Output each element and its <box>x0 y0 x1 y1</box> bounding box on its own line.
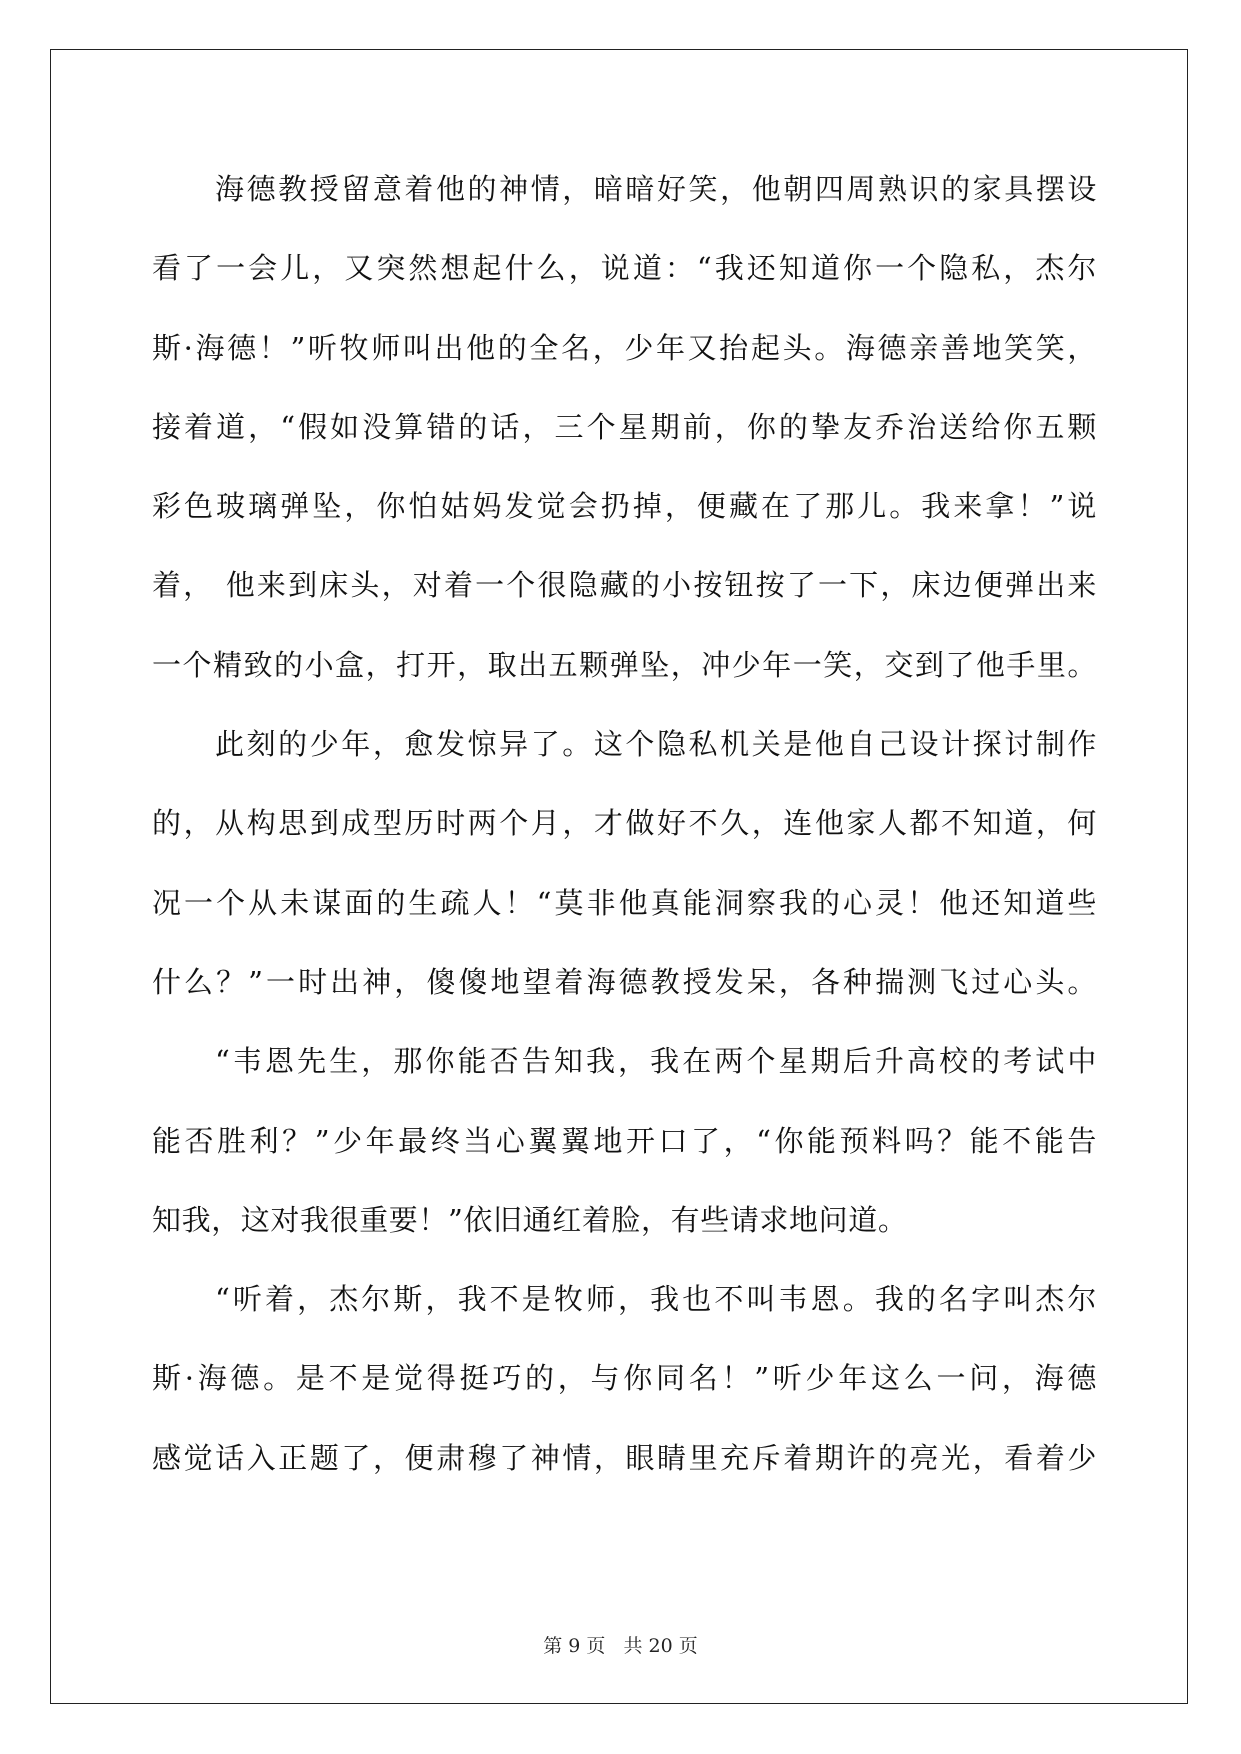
paragraph-line: 彩色玻璃弹坠，你怕姑妈发觉会扔掉，便藏在了那儿。我来拿！”说 <box>152 489 1097 524</box>
paragraph-line: 斯·海德。是不是觉得挺巧的，与你同名！”听少年这么一问，海德 <box>152 1361 1097 1396</box>
page-total: 共 20 页 <box>623 1635 698 1657</box>
paragraph-line: 能否胜利？”少年最终当心翼翼地开口了，“你能预料吗？能不能告 <box>152 1123 1097 1158</box>
paragraph-line: 知我，这对我很重要！”依旧通红着脸，有些请求地问道。 <box>152 1202 908 1237</box>
paragraph-line: 的，从构思到成型历时两个月，才做好不久，连他家人都不知道，何 <box>152 806 1097 841</box>
paragraph-line: 一个精致的小盒，打开，取出五颗弹坠，冲少年一笑，交到了他手里。 <box>152 647 1097 682</box>
paragraph-line: 什么？”一时出神，傻傻地望着海德教授发呆，各种揣测飞过心头。 <box>152 964 1097 999</box>
paragraph-line: 看了一会儿，又突然想起什么，说道：“我还知道你一个隐私，杰尔 <box>152 251 1097 286</box>
paragraph-line: 着， 他来到床头，对着一个很隐藏的小按钮按了一下，床边便弹出来 <box>152 568 1097 603</box>
paragraph-line: “韦恩先生，那你能否告知我，我在两个星期后升高校的考试中 <box>215 1044 1097 1079</box>
paragraph-line: 感觉话入正题了，便肃穆了神情，眼睛里充斥着期许的亮光，看着少 <box>152 1440 1097 1475</box>
body-text <box>152 160 1097 1508</box>
page-footer <box>0 1634 1241 1658</box>
paragraph-line: 海德教授留意着他的神情，暗暗好笑，他朝四周熟识的家具摆设 <box>215 172 1097 206</box>
paragraph-line: 斯·海德！”听牧师叫出他的全名，少年又抬起头。海德亲善地笑笑， <box>152 330 1097 365</box>
paragraph-line: “听着，杰尔斯，我不是牧师，我也不叫韦恩。我的名字叫杰尔 <box>215 1282 1097 1317</box>
paragraph-line: 接着道，“假如没算错的话，三个星期前，你的挚友乔治送给你五颗 <box>152 409 1097 444</box>
page-number: 第 9 页 <box>543 1635 606 1657</box>
paragraph-line: 况一个从未谋面的生疏人！“莫非他真能洞察我的心灵！他还知道些 <box>152 885 1097 920</box>
paragraph-line: 此刻的少年，愈发惊异了。这个隐私机关是他自己设计探讨制作 <box>215 727 1097 762</box>
